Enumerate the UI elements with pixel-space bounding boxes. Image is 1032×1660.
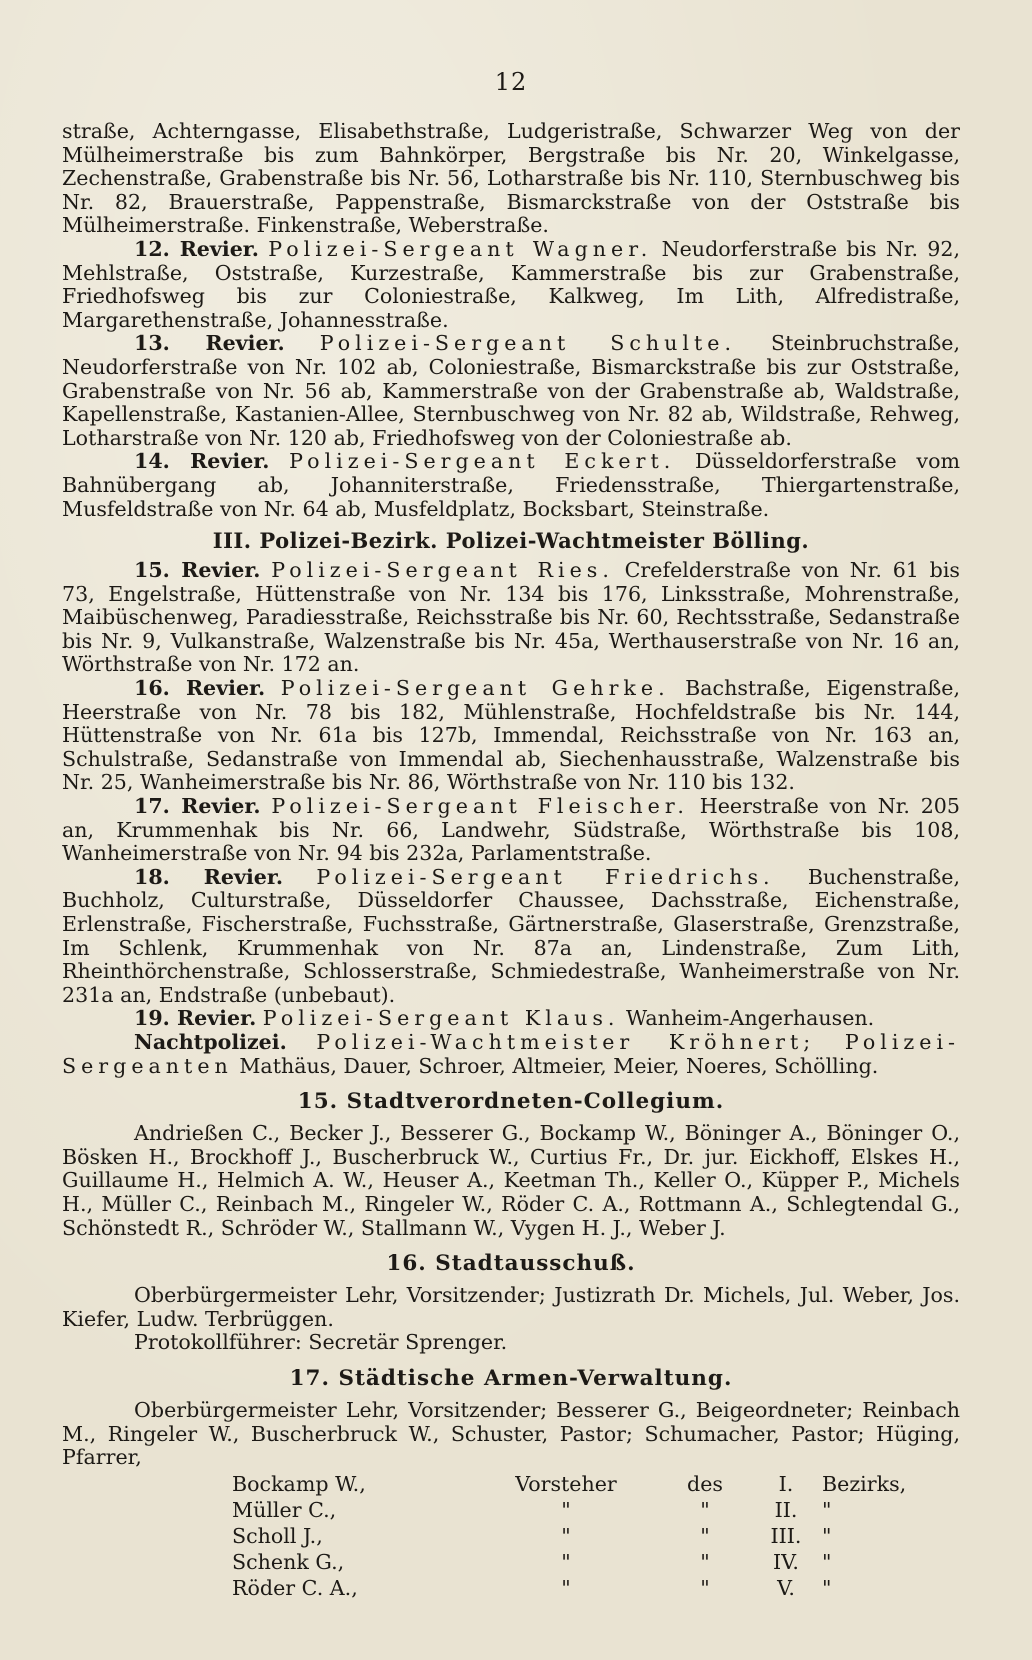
vorsteher-des: des [687,1471,723,1496]
sergeant-name: Polizei-Sergeant Eckert. [289,449,676,474]
revier-streets: Düsseldorferstraße vom Bahnübergang ab, Johanniterstraße, Friedensstraße, Thiergartenstraße, Musfeldstraße von Nr. 64 ab, Musfeldplatz, Bocksbart, Steinstraße. [62,449,960,521]
vorsteher-name: Scholl J., [232,1523,323,1548]
revier-streets: Crefelderstraße von Nr. 61 bis 73, Engelstraße, Hüttenstraße von Nr. 134 bis 176, Linksstraße, Mohrenstraße, Maibüschenweg, Paradiesstraße, Reichsstraße bis Nr. 60, Rechtsstraße, Sedanstraße bis Nr. 9, Vulkanstraße, Walzenstraße bis Nr. 45a, Werthauserstraße von Nr. 16 an, Wörthstraße von Nr. 172 an. [62,558,960,677]
revier-label: 12. Revier. [134,236,259,261]
revier-16 [62,677,960,795]
section-16-heading: 16. Stadtausschuß. [386,1251,636,1277]
revier-label: 19. Revier. [134,1006,257,1031]
vorsteher-table [232,1470,906,1600]
sergeant-name: Polizei-Sergeant Gehrke. [280,676,670,701]
vorsteher-number: IV. [773,1549,799,1574]
revier-12 [62,238,960,332]
revier-streets: Steinbruchstraße, Neudorferstraße von Nr. 102 ab, Coloniestraße, Bismarckstraße bis zur Oststraße, Grabenstraße von Nr. 56 ab, Kammerstraße von der Grabenstraße ab, Waldstraße, Kapellenstraße, Kastanien-Allee, Sternbuschweg von Nr. 82 ab, Wildstraße, Rehweg, Lotharstraße von Nr. 120 ab, Friedhofsweg von der Coloniestraße ab. [62,331,960,450]
revier-18 [62,866,960,1008]
section-17-text: Oberbürgermeister Lehr, Vorsitzender; Besserer G., Beigeordneter; Reinbach M., Ringeler W., Buscherbruck W., Schuster, Pastor; Schumacher, Pastor; Hüging, Pfarrer, [62,1397,960,1470]
vorsteher-row [232,1470,906,1496]
vorsteher-bezirk: " [822,1523,832,1548]
vorsteher-number: I. [778,1471,794,1496]
vorsteher-name: Schenk G., [232,1549,345,1574]
sergeant-name: Polizei-Sergeant Klaus. [262,1006,620,1031]
page-number: 12 [494,68,528,96]
vorsteher-des: " [700,1549,710,1574]
vorsteher-number: V. [777,1575,795,1600]
vorsteher-name: Müller C., [232,1497,337,1522]
vorsteher-row [232,1574,906,1600]
section-16-protokoll: Protokollführer: Secretär Sprenger. [134,1330,508,1355]
section-16-text: Oberbürgermeister Lehr, Vorsitzender; Justizrath Dr. Michels, Jul. Weber, Jos. Kiefer, Ludw. Terbrüggen. [62,1283,960,1331]
vorsteher-bezirk: " [822,1497,832,1522]
sergeant-name: Polizei-Sergeant Wagner. [268,236,653,261]
revier-14 [62,450,960,521]
nachtpolizei-wachtmeister: Polizei-Wachtmeister Kröhnert; [316,1029,816,1054]
vorsteher-row [232,1548,906,1574]
vorsteher-name: Röder C. A., [232,1575,358,1600]
intro-paragraph: straße, Achterngasse, Elisabethstraße, Ludgeristraße, Schwarzer Weg von der Mülheimerstraße bis zum Bahnkörper, Bergstraße bis Nr. 20, Winkelgasse, Zechenstraße, Grabenstraße bis Nr. 56, Lotharstraße bis Nr. 110, Sternbuschweg bis Nr. 82, Brauerstraße, Pappenstraße, Bismarckstraße von der Oststraße bis Mülheimerstraße. Finkenstraße, Weberstraße. [62,119,960,238]
sergeant-name: Polizei-Sergeant Friedrichs. [316,864,775,889]
vorsteher-des: " [700,1575,710,1600]
vorsteher-number: II. [774,1497,798,1522]
section-15-text: Andrießen C., Becker J., Besserer G., Bockamp W., Böninger A., Böninger O., Bösken H., Brockhoff J., Buscherbruck W., Curtius Fr., Dr. jur. Eickhoff, Elskes H., Guillaume H., Helmich A. W., Heuser A., Keetman Th., Keller O., Küpper P., Michels H., Müller C., Reinbach M., Ringeler W., Röder C. A., Rottmann A., Schlegtendal G., Schönstedt R., Schröder W., Stallmann W., Vygen H. J., Weber J. [62,1121,960,1240]
sergeant-name: Polizei-Sergeant Fleischer. [271,794,689,819]
vorsteher-name: Bockamp W., [232,1471,366,1496]
nachtpolizei-sergeanten: Mathäus, Dauer, Schroer, Altmeier, Meier, Noeres, Schölling. [239,1053,879,1078]
vorsteher-role: " [561,1523,571,1548]
revier-15 [62,559,960,677]
section-17-heading: 17. Städtische Armen-Verwaltung. [289,1365,733,1391]
sergeant-name: Polizei-Sergeant Ries. [271,558,614,583]
vorsteher-row [232,1522,906,1548]
vorsteher-number: III. [770,1523,802,1548]
revier-label: 13. Revier. [134,331,285,356]
vorsteher-des: " [700,1497,710,1522]
vorsteher-role: Vorsteher [515,1471,617,1496]
vorsteher-role: " [561,1575,571,1600]
revier-label: 15. Revier. [134,558,261,583]
revier-label: 16. Revier. [134,676,266,701]
revier-streets: Buchenstraße, Buchholz, Culturstraße, Düsseldorfer Chaussee, Dachsstraße, Eichenstraße, Erlenstraße, Fischerstraße, Fuchsstraße, Gärtnerstraße, Glaserstraße, Grenzstraße, Im Schlenk, Krummenhak von Nr. 87a an, Lindenstraße, Zum Lith, Rheinthörchenstraße, Schlosserstraße, Schmiedestraße, Wanheimerstraße von Nr. 231a an, Endstraße (unbebaut). [62,864,960,1007]
bezirk-heading: III. Polizei-Bezirk. Polizei-Wachtmeister Bölling. [212,528,810,554]
revier-streets: Heerstraße von Nr. 205 an, Krummenhak bis Nr. 66, Landwehr, Südstraße, Wörthstraße bis 108, Wanheimerstraße von Nr. 94 bis 232a, Parlamentstraße. [62,794,961,866]
revier-13 [62,332,960,450]
vorsteher-role: " [561,1497,571,1522]
vorsteher-bezirk: " [822,1549,832,1574]
revier-19 [62,1007,960,1031]
vorsteher-des: " [700,1523,710,1548]
revier-label: 17. Revier. [134,794,261,819]
nachtpolizei-sergeanten-label: Polizei-Sergeanten [62,1029,960,1078]
revier-streets: Bachstraße, Eigenstraße, Heerstraße von Nr. 78 bis 182, Mühlenstraße, Hochfeldstraße bis Nr. 144, Hüttenstraße von Nr. 61a bis 127b, Immendal, Reichsstraße von Nr. 163 an, Schulstraße, Sedanstraße von Immendal ab, Siechenhausstraße, Walzenstraße bis Nr. 25, Wanheimerstraße bis Nr. 86, Wörthstraße von Nr. 110 bis 132. [62,676,961,795]
nachtpolizei-label: Nachtpolizei. [134,1029,287,1054]
revier-streets: Wanheim-Angerhausen. [626,1006,875,1031]
revier-label: 14. Revier. [134,449,270,474]
revier-17 [62,795,960,866]
vorsteher-role: " [561,1549,571,1574]
vorsteher-bezirk: Bezirks, [822,1471,907,1496]
vorsteher-bezirk: " [822,1575,832,1600]
revier-streets: Neudorferstraße bis Nr. 92, Mehlstraße, Oststraße, Kurzestraße, Kammerstraße bis zur Grabenstraße, Friedhofsweg bis zur Coloniestraße, Kalkweg, Im Lith, Alfredistraße, Margarethenstraße, Johannesstraße. [62,236,961,332]
vorsteher-row [232,1496,906,1522]
nachtpolizei [62,1031,960,1078]
revier-label: 18. Revier. [134,864,284,889]
section-15-heading: 15. Stadtverordneten-Collegium. [297,1089,725,1115]
sergeant-name: Polizei-Sergeant Schulte. [319,331,737,356]
